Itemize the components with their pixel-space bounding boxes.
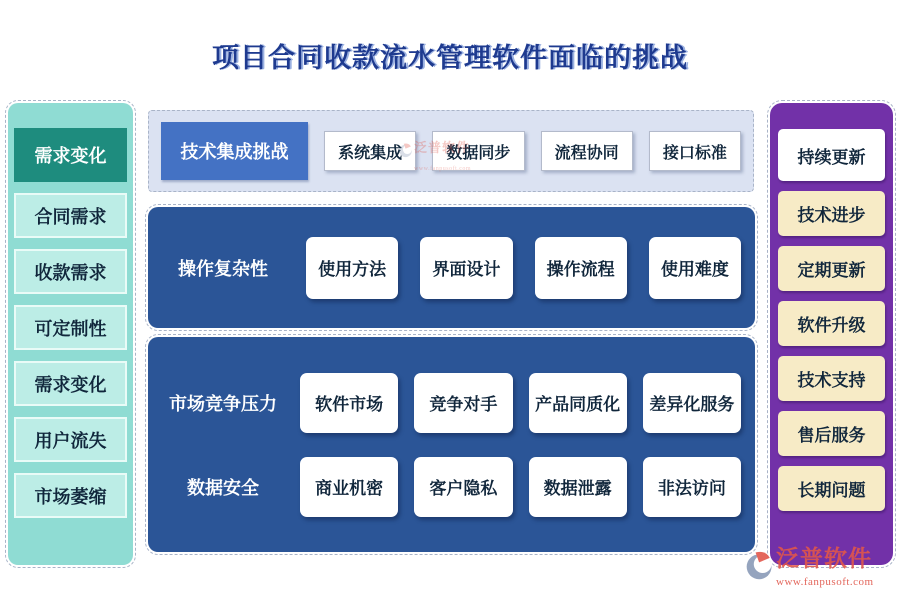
operation-complexity-label: 操作复杂性 (178, 258, 268, 279)
left-item-customizability: 可定制性 (14, 305, 127, 350)
fanpu-logo-icon (744, 549, 776, 586)
left-item-market-shrink: 市场萎缩 (14, 473, 127, 518)
right-item-longterm-issues: 长期问题 (778, 466, 885, 511)
market-item-software-market: 软件市场 (300, 373, 398, 433)
op-item-usage-method: 使用方法 (306, 237, 398, 299)
right-item-continuous-update: 持续更新 (778, 129, 885, 181)
watermark-logo-url: www.fanpusoft.com (414, 166, 472, 172)
market-item-differentiated-service: 差异化服务 (643, 373, 741, 433)
right-item-tech-support: 技术支持 (778, 356, 885, 401)
market-competition-row (162, 373, 741, 433)
right-item-software-upgrade: 软件升级 (778, 301, 885, 346)
brand-logo-text: 泛普软件 (776, 546, 872, 571)
security-item-business-secret: 商业机密 (300, 457, 398, 517)
tech-item-data-sync: 数据同步 (432, 131, 524, 171)
op-item-ui-design: 界面设计 (420, 237, 512, 299)
watermark-logo-text: 泛普软件 (414, 140, 471, 155)
right-update-panel (770, 103, 893, 565)
security-item-customer-privacy: 客户隐私 (414, 457, 512, 517)
security-item-illegal-access: 非法访问 (643, 457, 741, 517)
fanpu-brand-logo (744, 546, 874, 590)
left-item-payment-demand: 收款需求 (14, 249, 127, 294)
operation-complexity-block (148, 207, 755, 328)
op-item-usage-difficulty: 使用难度 (649, 237, 741, 299)
security-item-data-leak: 数据泄露 (529, 457, 627, 517)
tech-integration-label: 技术集成挑战 (161, 122, 308, 180)
left-item-contract-demand: 合同需求 (14, 193, 127, 238)
left-demand-panel (8, 103, 133, 565)
right-item-regular-update: 定期更新 (778, 246, 885, 291)
market-item-competitors: 竞争对手 (414, 373, 512, 433)
brand-website-link[interactable]: www.fanpusoft.com (776, 576, 874, 588)
op-item-operation-flow: 操作流程 (535, 237, 627, 299)
page-title: 项目合同收款流水管理软件面临的挑战 (212, 43, 688, 73)
tech-item-process-collab: 流程协同 (541, 131, 633, 171)
tech-item-interface-standard: 接口标准 (649, 131, 741, 171)
left-item-demand-change: 需求变化 (14, 361, 127, 406)
data-security-label: 数据安全 (187, 477, 259, 498)
right-item-after-sales: 售后服务 (778, 411, 885, 456)
left-panel-header: 需求变化 (14, 128, 127, 182)
tech-item-system-integration: 系统集成 (324, 131, 416, 171)
market-competition-label: 市场竞争压力 (169, 393, 277, 414)
data-security-row (162, 457, 741, 517)
market-security-block (148, 337, 755, 552)
market-item-homogenization: 产品同质化 (529, 373, 627, 433)
left-item-user-churn: 用户流失 (14, 417, 127, 462)
tech-integration-row (148, 110, 754, 192)
right-item-tech-progress: 技术进步 (778, 191, 885, 236)
